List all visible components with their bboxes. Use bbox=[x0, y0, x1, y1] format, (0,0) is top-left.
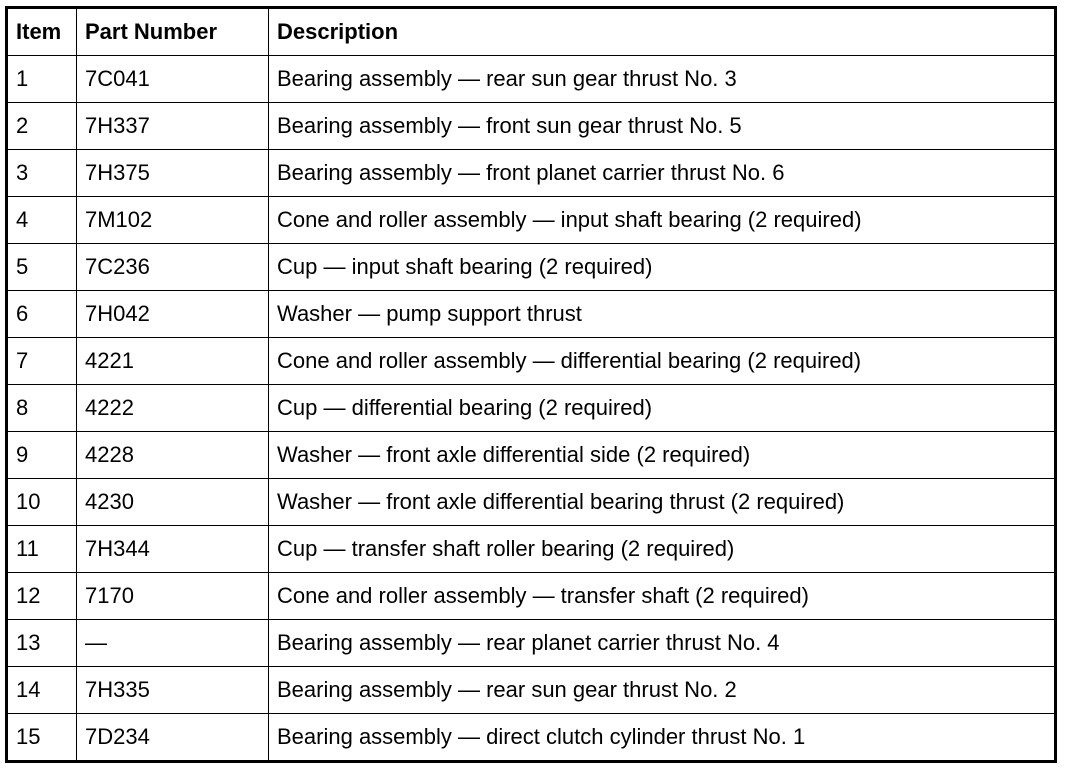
cell-item: 13 bbox=[7, 620, 77, 667]
table-row bbox=[7, 291, 1056, 338]
table-row bbox=[7, 150, 1056, 197]
cell-description: Cone and roller assembly — differential bearing (2 required) bbox=[269, 338, 1056, 385]
table-row bbox=[7, 432, 1056, 479]
cell-part-number: 7C236 bbox=[77, 244, 269, 291]
cell-item: 3 bbox=[7, 150, 77, 197]
cell-description: Bearing assembly — front sun gear thrust No. 5 bbox=[269, 103, 1056, 150]
cell-part-number: 7C041 bbox=[77, 56, 269, 103]
cell-item: 1 bbox=[7, 56, 77, 103]
header-description: Description bbox=[269, 8, 1056, 56]
cell-description: Cup — differential bearing (2 required) bbox=[269, 385, 1056, 432]
cell-description: Bearing assembly — rear sun gear thrust No. 3 bbox=[269, 56, 1056, 103]
cell-item: 8 bbox=[7, 385, 77, 432]
cell-part-number: 7D234 bbox=[77, 714, 269, 762]
cell-description: Bearing assembly — direct clutch cylinder thrust No. 1 bbox=[269, 714, 1056, 762]
cell-part-number: 7H337 bbox=[77, 103, 269, 150]
cell-item: 14 bbox=[7, 667, 77, 714]
cell-item: 7 bbox=[7, 338, 77, 385]
table-row bbox=[7, 573, 1056, 620]
cell-part-number: 4222 bbox=[77, 385, 269, 432]
cell-part-number: 7H375 bbox=[77, 150, 269, 197]
table-row bbox=[7, 244, 1056, 291]
header-item: Item bbox=[7, 8, 77, 56]
cell-description: Cone and roller assembly — transfer shaft (2 required) bbox=[269, 573, 1056, 620]
table-row bbox=[7, 667, 1056, 714]
cell-item: 12 bbox=[7, 573, 77, 620]
table-row bbox=[7, 56, 1056, 103]
cell-item: 11 bbox=[7, 526, 77, 573]
cell-description: Bearing assembly — front planet carrier thrust No. 6 bbox=[269, 150, 1056, 197]
table-row bbox=[7, 526, 1056, 573]
cell-part-number: — bbox=[77, 620, 269, 667]
cell-item: 2 bbox=[7, 103, 77, 150]
cell-item: 9 bbox=[7, 432, 77, 479]
table-row bbox=[7, 338, 1056, 385]
header-row bbox=[7, 8, 1056, 56]
cell-part-number: 4228 bbox=[77, 432, 269, 479]
header-part-number: Part Number bbox=[77, 8, 269, 56]
cell-description: Cup — transfer shaft roller bearing (2 required) bbox=[269, 526, 1056, 573]
cell-part-number: 7H042 bbox=[77, 291, 269, 338]
cell-item: 4 bbox=[7, 197, 77, 244]
table-row bbox=[7, 103, 1056, 150]
cell-part-number: 7M102 bbox=[77, 197, 269, 244]
cell-item: 5 bbox=[7, 244, 77, 291]
table-body bbox=[7, 56, 1056, 762]
cell-part-number: 7H335 bbox=[77, 667, 269, 714]
cell-description: Bearing assembly — rear sun gear thrust No. 2 bbox=[269, 667, 1056, 714]
cell-description: Washer — front axle differential bearing thrust (2 required) bbox=[269, 479, 1056, 526]
table-row bbox=[7, 385, 1056, 432]
cell-item: 15 bbox=[7, 714, 77, 762]
cell-part-number: 4230 bbox=[77, 479, 269, 526]
table-header bbox=[7, 8, 1056, 56]
table-row bbox=[7, 197, 1056, 244]
table-row bbox=[7, 620, 1056, 667]
cell-part-number: 7H344 bbox=[77, 526, 269, 573]
cell-description: Cone and roller assembly — input shaft bearing (2 required) bbox=[269, 197, 1056, 244]
table-row bbox=[7, 479, 1056, 526]
cell-description: Washer — front axle differential side (2 required) bbox=[269, 432, 1056, 479]
cell-item: 10 bbox=[7, 479, 77, 526]
parts-table bbox=[5, 6, 1057, 763]
table-row bbox=[7, 714, 1056, 762]
cell-part-number: 7170 bbox=[77, 573, 269, 620]
cell-part-number: 4221 bbox=[77, 338, 269, 385]
cell-item: 6 bbox=[7, 291, 77, 338]
cell-description: Cup — input shaft bearing (2 required) bbox=[269, 244, 1056, 291]
cell-description: Washer — pump support thrust bbox=[269, 291, 1056, 338]
cell-description: Bearing assembly — rear planet carrier thrust No. 4 bbox=[269, 620, 1056, 667]
